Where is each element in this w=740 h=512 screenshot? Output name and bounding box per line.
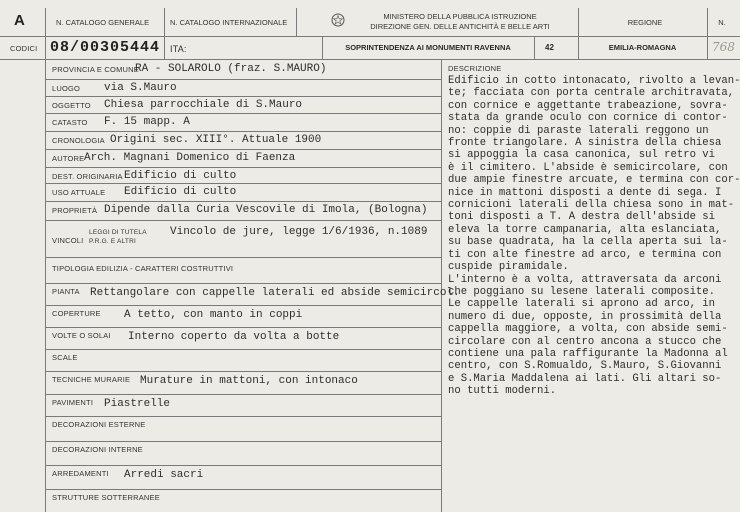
descrizione-line: L'interno è a volta, attraversata da arconi xyxy=(448,273,722,286)
descrizione-line: con cornice e aggettante trabeazione, sovra- xyxy=(448,99,728,112)
vincoli-sub-leggi: LEGGI DI TUTELA xyxy=(89,229,147,236)
descrizione-line: centro, con S.Romualdo, S.Mauro, S.Giovanni xyxy=(448,360,722,373)
tech-field-value: A tetto, con manto in coppi xyxy=(124,309,303,321)
tech-field-label: VOLTE O SOLAI xyxy=(52,331,111,340)
codice-value: 08/00305444 xyxy=(50,39,161,56)
descrizione-text xyxy=(448,75,738,398)
descrizione-line: Le cappelle laterali si aprono ad arco, in xyxy=(448,298,716,311)
field-label: PROVINCIA E COMUNE xyxy=(52,65,139,74)
field-label: DEST. ORIGINARIA xyxy=(52,172,123,181)
descrizione-line: no: coppie di paraste laterali reggono un xyxy=(448,124,709,137)
ita-label: ITA: xyxy=(170,44,187,54)
tech-field-label: PIANTA xyxy=(52,287,80,296)
tech-field-value: Interno coperto da volta a botte xyxy=(128,331,340,343)
tech-field-label: COPERTURE xyxy=(52,309,101,318)
tech-field-label: SCALE xyxy=(52,353,78,362)
field-value: RA - SOLAROLO (fraz. S.MAURO) xyxy=(135,63,327,75)
field-value: Edificio di culto xyxy=(124,170,237,182)
field-label: CRONOLOGIA xyxy=(52,136,105,145)
field-value: Origini sec. XIII°. Attuale 1900 xyxy=(110,134,322,146)
vincoli-value: Vincolo de jure, legge 1/6/1936, n.1089 xyxy=(170,226,428,238)
descrizione-line: fronte triangolare. A sinistra della chiesa xyxy=(448,137,722,150)
field-label: USO ATTUALE xyxy=(52,188,106,197)
n-label: N. xyxy=(718,18,726,27)
field-label: OGGETTO xyxy=(52,101,91,110)
descrizione-line: toni disposti a T. A destra dell'abside si xyxy=(448,211,716,224)
descrizione-line: e S.Maria Maddalena ai lati. Gli altari so- xyxy=(448,372,722,385)
soprintendenza-number: 42 xyxy=(545,43,554,52)
tech-field-label: ARREDAMENTI xyxy=(52,469,109,478)
field-value: Edificio di culto xyxy=(124,186,237,198)
descrizione-line: te; facciata con porta centrale architravata, xyxy=(448,87,735,100)
handwritten-number: 768 xyxy=(712,40,735,54)
ministry-line-1: MINISTERO DELLA PUBBLICA ISTRUZIONE xyxy=(383,12,537,21)
tech-field-label: PAVIMENTI xyxy=(52,398,94,407)
tipologia-label: TIPOLOGIA EDILIZIA - CARATTERI COSTRUTTIVI xyxy=(52,264,234,273)
descrizione-label: DESCRIZIONE xyxy=(448,64,502,73)
ministry-line-2: DIREZIONE GEN. DELLE ANTICHITÀ E BELLE ARTI xyxy=(370,22,550,31)
field-label: AUTORE xyxy=(52,154,85,163)
tech-field-value: Rettangolare con cappelle laterali ed abside semicircol. xyxy=(90,287,460,299)
catalogo-internazionale-label: N. CATALOGO INTERNAZIONALE xyxy=(170,18,288,27)
descrizione-line: due ampie finestre arcuate, e termina con cor- xyxy=(448,174,740,187)
descrizione-line: Edificio in cotto intonacato, rivolto a levan- xyxy=(448,75,740,87)
descrizione-line: cappella maggiore, a volta, con abside semi- xyxy=(448,323,728,336)
descrizione-line: stata da grande oculo con cornice di contor- xyxy=(448,112,728,125)
vincoli-sub-prg: P.R.G. E ALTRI xyxy=(89,238,136,245)
codici-label: CODICI xyxy=(10,44,38,53)
descrizione-line: no tutti moderni. xyxy=(448,385,557,398)
field-value: via S.Mauro xyxy=(104,82,177,94)
field-value: Dipende dalla Curia Vescovile di Imola, (Bologna) xyxy=(104,204,428,216)
field-label: PROPRIETÀ xyxy=(52,206,98,215)
field-value: Arch. Magnani Domenico di Faenza xyxy=(84,152,296,164)
soprintendenza: SOPRINTENDENZA AI MONUMENTI RAVENNA xyxy=(345,43,511,52)
descrizione-line: cornicioni laterali della chiesa sono in mat- xyxy=(448,199,735,212)
field-label: CATASTO xyxy=(52,118,88,127)
tech-field-label: STRUTTURE SOTTERRANEE xyxy=(52,493,160,502)
descrizione-line: circolare con al centro ancona a stucco che xyxy=(448,335,722,348)
descrizione-line: ti con alte finestre ad arco, e termina con xyxy=(448,248,722,261)
field-label: LUOGO xyxy=(52,84,81,93)
tech-field-label: TECNICHE MURARIE xyxy=(52,375,131,384)
field-value: F. 15 mapp. A xyxy=(104,116,190,128)
descrizione-line: contiene una pala raffigurante la Madonna al xyxy=(448,347,728,360)
descrizione-line: che poggiano su lesene laterali composite. xyxy=(448,285,716,298)
regione-value: EMILIA-ROMAGNA xyxy=(608,43,677,52)
descrizione-line: cuspide piramidale. xyxy=(448,261,569,274)
tech-field-label: DECORAZIONI ESTERNE xyxy=(52,420,146,429)
catalogo-generale-label: N. CATALOGO GENERALE xyxy=(56,18,150,27)
tech-field-value: Arredi sacri xyxy=(124,469,204,481)
field-value: Chiesa parrocchiale di S.Mauro xyxy=(104,99,303,111)
tech-field-value: Murature in mattoni, con intonaco xyxy=(140,375,358,387)
vincoli-label: VINCOLI xyxy=(52,236,84,245)
descrizione-line: è il cimitero. L'abside è semicircolare, con xyxy=(448,161,728,174)
republic-emblem-icon xyxy=(331,12,345,28)
descrizione-line: nice in mattoni disposti a dente di sega. I xyxy=(448,186,722,199)
descrizione-line: eleva la torre campanaria, alta eslanciata, xyxy=(448,223,722,236)
descrizione-line: si appoggia la casa canonica, sul retro vi xyxy=(448,149,716,162)
regione-label: REGIONE xyxy=(627,18,663,27)
tech-field-label: DECORAZIONI INTERNE xyxy=(52,445,143,454)
tech-field-value: Piastrelle xyxy=(104,398,171,410)
descrizione-line: su base quadrata, ha la cella aperta sui la- xyxy=(448,236,728,249)
descrizione-line: numero di due, opposte, in prossimità della xyxy=(448,310,722,323)
sheet-letter: A xyxy=(14,12,25,29)
